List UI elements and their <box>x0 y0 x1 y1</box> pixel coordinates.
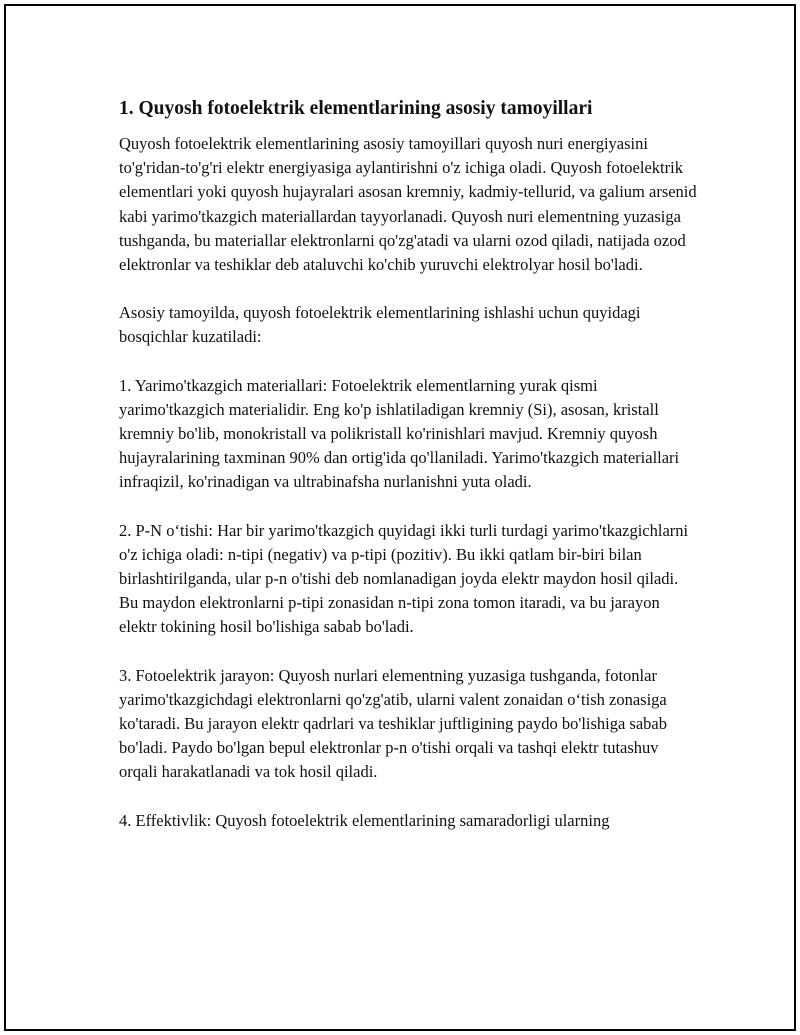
paragraph-efficiency: 4. Effektivlik: Quyosh fotoelektrik elementlarining samaradorligi ularning <box>119 810 610 830</box>
paragraph-photoelectric-process: 3. Fotoelektrik jarayon: Quyosh nurlari elementning yuzasiga tushganda, fotonlar yarimo'tkazgichdagi elektronlarni qo'zg'atib, ularni valent zonaidan o‘tish zonasiga ko'taradi. Bu jarayon elektr qadrlari va teshiklar juftligining paydo bo'lishiga sabab bo'ladi. Paydo bo'lgan bepul elektronlar p-n o'tishi orqali va tashqi elektr tutashuv orqali harakatlanadi va tok hosil qiladi. <box>119 665 668 782</box>
paragraph-semiconductor-materials: 1. Yarimo'tkazgich materiallari: Fotoelektrik elementlarning yurak qismi yarimo'tkazgich materialidir. Eng ko'p ishlatiladigan kremniy (Si), asosan, kristall kremniy bo'lib, monokristall va polikristall ko'rinishlari mavjud. Kremniy quyosh hujayralarining taxminan 90% dan ortig'ida qo'llaniladi. Yarimo'tkazgich materiallari infraqizil, ko'rinadigan va ultrabinafsha nurlanishni yuta oladi. <box>119 375 680 492</box>
page-frame <box>4 4 796 1031</box>
paragraph-pn-junction: 2. P-N o‘tishi: Har bir yarimo'tkazgich quyidagi ikki turli turdagi yarimo'tkazgichlarni o'z ichiga oladi: n-tipi (negativ) va p-tipi (pozitiv). Bu ikki qatlam bir-biri bilan birlashtirilganda, ular p-n o'tishi deb nomlanadigan joyda elektr maydon hosil qiladi. Bu maydon elektronlarni p-tipi zonasidan n-tipi zona tomon itaradi, va bu jarayon elektr tokining hosil bo'lishiga sabab bo'ladi. <box>119 520 689 637</box>
paragraph-stages-intro: Asosiy tamoyilda, quyosh fotoelektrik elementlarining ishlashi uchun quyidagi bosqichlar kuzatiladi: <box>119 303 641 347</box>
paragraph-intro: Quyosh fotoelektrik elementlarining asosiy tamoyillari quyosh nuri energiyasini to'g'ridan-to'g'ri elektr energiyasiga aylantirishni o'z ichiga oladi. Quyosh fotoelektrik elementlari yoki quyosh hujayralari asosan kremniy, kadmiy-tellurid, va galium arsenid kabi yarimo'tkazgich materiallardan tayyorlanadi. Quyosh nuri elementning yuzasiga tushganda, bu materiallar elektronlarni qo'zg'atadi va ularni ozod qiladi, natijada ozod elektronlar va teshiklar deb ataluvchi ko'chib yuruvchi elektrolyar hosil bo'ladi. <box>119 134 697 275</box>
section-heading: 1. Quyosh fotoelektrik elementlarining asosiy tamoyillari <box>119 98 593 119</box>
document-body <box>119 96 699 857</box>
